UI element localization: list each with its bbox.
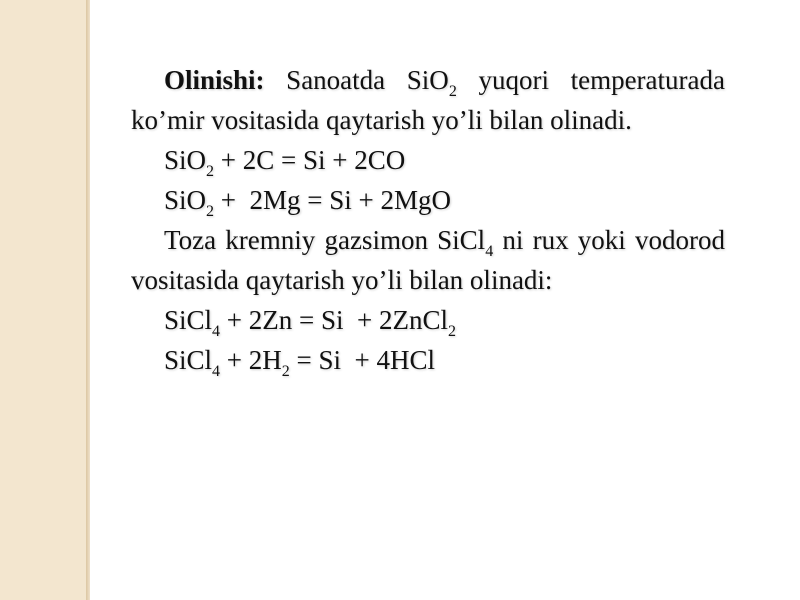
left-decorative-strip xyxy=(0,0,86,600)
intro-text-part1: Sanoatda SiO xyxy=(264,65,449,95)
pure-text-part2: ni rux yoki vodorod vositasida qaytarish yo’li bilan olinadi: xyxy=(131,225,725,295)
eq2-subscript: 2 xyxy=(206,203,215,220)
intro-paragraph xyxy=(131,60,725,140)
section-label: Olinishi: xyxy=(164,65,265,95)
eq4-reactant: SiCl xyxy=(164,345,213,375)
intro-text-part2: yuqori temperaturada ko’mir vositasida qaytarish yo’li bilan olinadi. xyxy=(131,65,725,135)
eq4-subscript-2: 2 xyxy=(281,363,290,380)
equation-hydrogen-reduction xyxy=(131,340,725,380)
equation-magnesium-reduction xyxy=(131,180,725,220)
pure-text-part1: Toza kremniy gazsimon SiCl xyxy=(164,225,486,255)
eq4-subscript-1: 4 xyxy=(212,363,221,380)
eq4-middle: + 2H xyxy=(220,345,282,375)
intro-subscript: 2 xyxy=(448,83,457,100)
eq2-reactant: SiO xyxy=(164,185,207,215)
eq3-subscript-2: 2 xyxy=(447,323,456,340)
eq3-reactant: SiCl xyxy=(164,305,213,335)
pure-silicon-paragraph xyxy=(131,220,725,300)
equation-zinc-reduction xyxy=(131,300,725,340)
eq1-rest: + 2C = Si + 2CO xyxy=(214,145,406,175)
eq1-reactant: SiO xyxy=(164,145,207,175)
eq2-rest: + 2Mg = Si + 2MgO xyxy=(214,185,451,215)
eq3-subscript-1: 4 xyxy=(212,323,221,340)
left-strip-edge xyxy=(86,0,90,600)
slide-content xyxy=(131,60,725,380)
eq3-rest: + 2Zn = Si + 2ZnCl xyxy=(220,305,448,335)
eq1-subscript: 2 xyxy=(206,163,215,180)
equation-carbon-reduction xyxy=(131,140,725,180)
pure-subscript: 4 xyxy=(485,243,494,260)
eq4-rest: = Si + 4HCl xyxy=(289,345,435,375)
